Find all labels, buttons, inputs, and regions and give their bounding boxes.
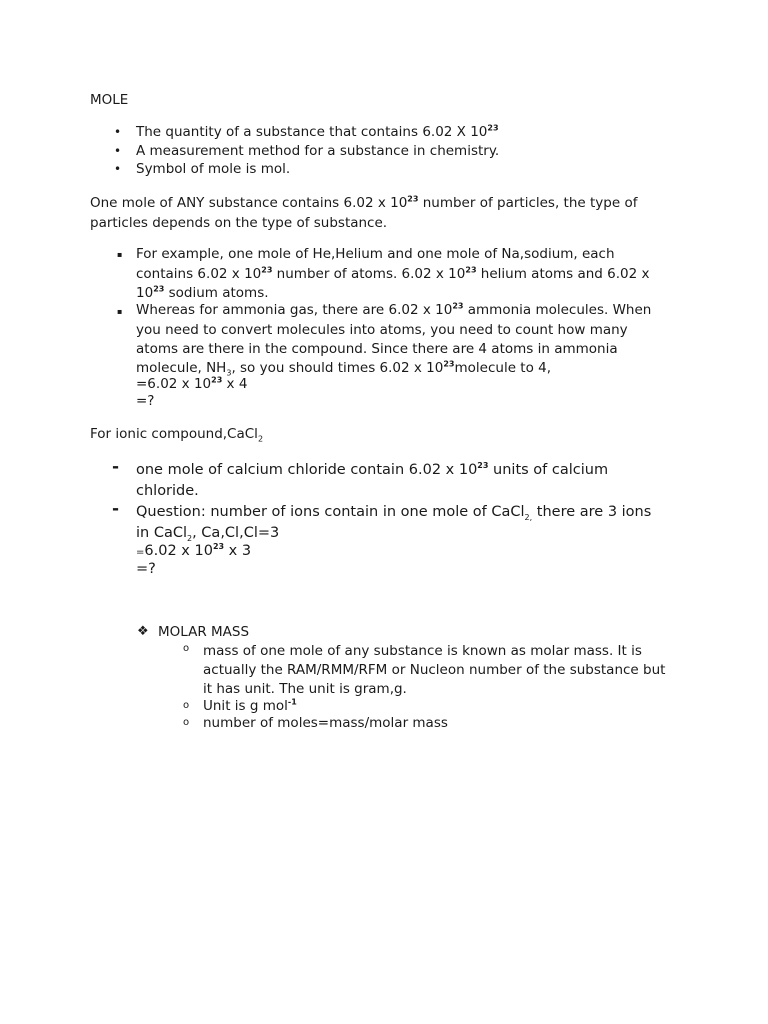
list3-item2-line-3: =6.02 x $10^{23}$ x 3 bbox=[136, 542, 252, 559]
list2-item2-line-3: atoms are there in the compound. Since there are 4 atoms in ammonia bbox=[136, 341, 618, 357]
list1-item-2: A measurement method for a substance in chemistry. bbox=[136, 143, 500, 159]
molar-item1-line-1: mass of one mole of any substance is known as molar mass. It is bbox=[203, 643, 642, 659]
para1-line-2: particles depends on the type of substance. bbox=[90, 215, 388, 231]
list2-item2-line-1: Whereas for ammonia gas, there are 6.02 x $10^{23}$ ammonia molecules. When bbox=[136, 301, 652, 318]
bullet-dash: - bbox=[112, 457, 120, 477]
bullet-dot: • bbox=[114, 162, 122, 176]
bullet-dot: • bbox=[114, 125, 122, 139]
bullet-square: ▪ bbox=[117, 250, 123, 259]
list2-item1-line-3: $10^{23}$ sodium atoms. bbox=[136, 284, 269, 301]
list2-item2-line-5: =6.02 x $10^{23}$ x 4 bbox=[136, 375, 248, 392]
list3-item2-line-1: Question: number of ions contain in one mole of CaCl$_{2,}$ there are 3 ions bbox=[136, 504, 652, 522]
molar-item1-line-3: it has unit. The unit is gram,g. bbox=[203, 681, 407, 697]
molar-item3: number of moles=mass/molar mass bbox=[203, 715, 448, 731]
list2-item2-line-6: =? bbox=[136, 393, 155, 409]
list3-item1-line-2: chloride. bbox=[136, 483, 199, 499]
bullet-dash: - bbox=[112, 499, 120, 519]
diamond-bullet-icon: ❖ bbox=[137, 624, 149, 639]
list3-item2-line-2: in CaCl$_2$, Ca,Cl,Cl=3 bbox=[136, 525, 280, 543]
list2-item2-line-4: molecule, $NH_3$, so you should times 6.02 x $10^{23}molecule$ to 4, bbox=[136, 359, 552, 378]
circle-bullet: o bbox=[183, 643, 190, 654]
bullet-square: ▪ bbox=[117, 307, 123, 316]
heading-mole: MOLE bbox=[90, 92, 129, 108]
circle-bullet: o bbox=[183, 717, 190, 728]
list2-item1-line-2: contains 6.02 x $10^{23}$ number of atoms. 6.02 x $10^{23}$ helium atoms and 6.02 x bbox=[136, 265, 650, 282]
list2-item1-line-1: For example, one mole of He,Helium and one mole of Na,sodium, each bbox=[136, 246, 615, 262]
molar-item2: Unit is g mol$^{-1}$ bbox=[203, 697, 297, 714]
list1-item-3: Symbol of mole is mol. bbox=[136, 161, 291, 177]
list2-item2-line-2: you need to convert molecules into atoms, you need to count how many bbox=[136, 322, 628, 338]
circle-bullet: o bbox=[183, 700, 190, 711]
bullet-dot: • bbox=[114, 144, 122, 158]
para1-line-1: One mole of ANY substance contains 6.02 x $10^{23}$ number of particles, the type of bbox=[90, 194, 638, 211]
molar-mass-title: MOLAR MASS bbox=[158, 624, 250, 640]
list1-item-1: The quantity of a substance that contains 6.02 X $10^{23}$ bbox=[136, 123, 499, 140]
list3-item1-line-1: one mole of calcium chloride contain 6.02 x $10^{23}$ units of calcium bbox=[136, 461, 609, 478]
molar-item1-line-2: actually the RAM/RMM/RFM or Nucleon number of the substance but bbox=[203, 662, 666, 678]
ionic-heading: For ionic compound,CaCl$_2$ bbox=[90, 426, 264, 444]
list3-item2-line-4: =? bbox=[136, 561, 156, 577]
